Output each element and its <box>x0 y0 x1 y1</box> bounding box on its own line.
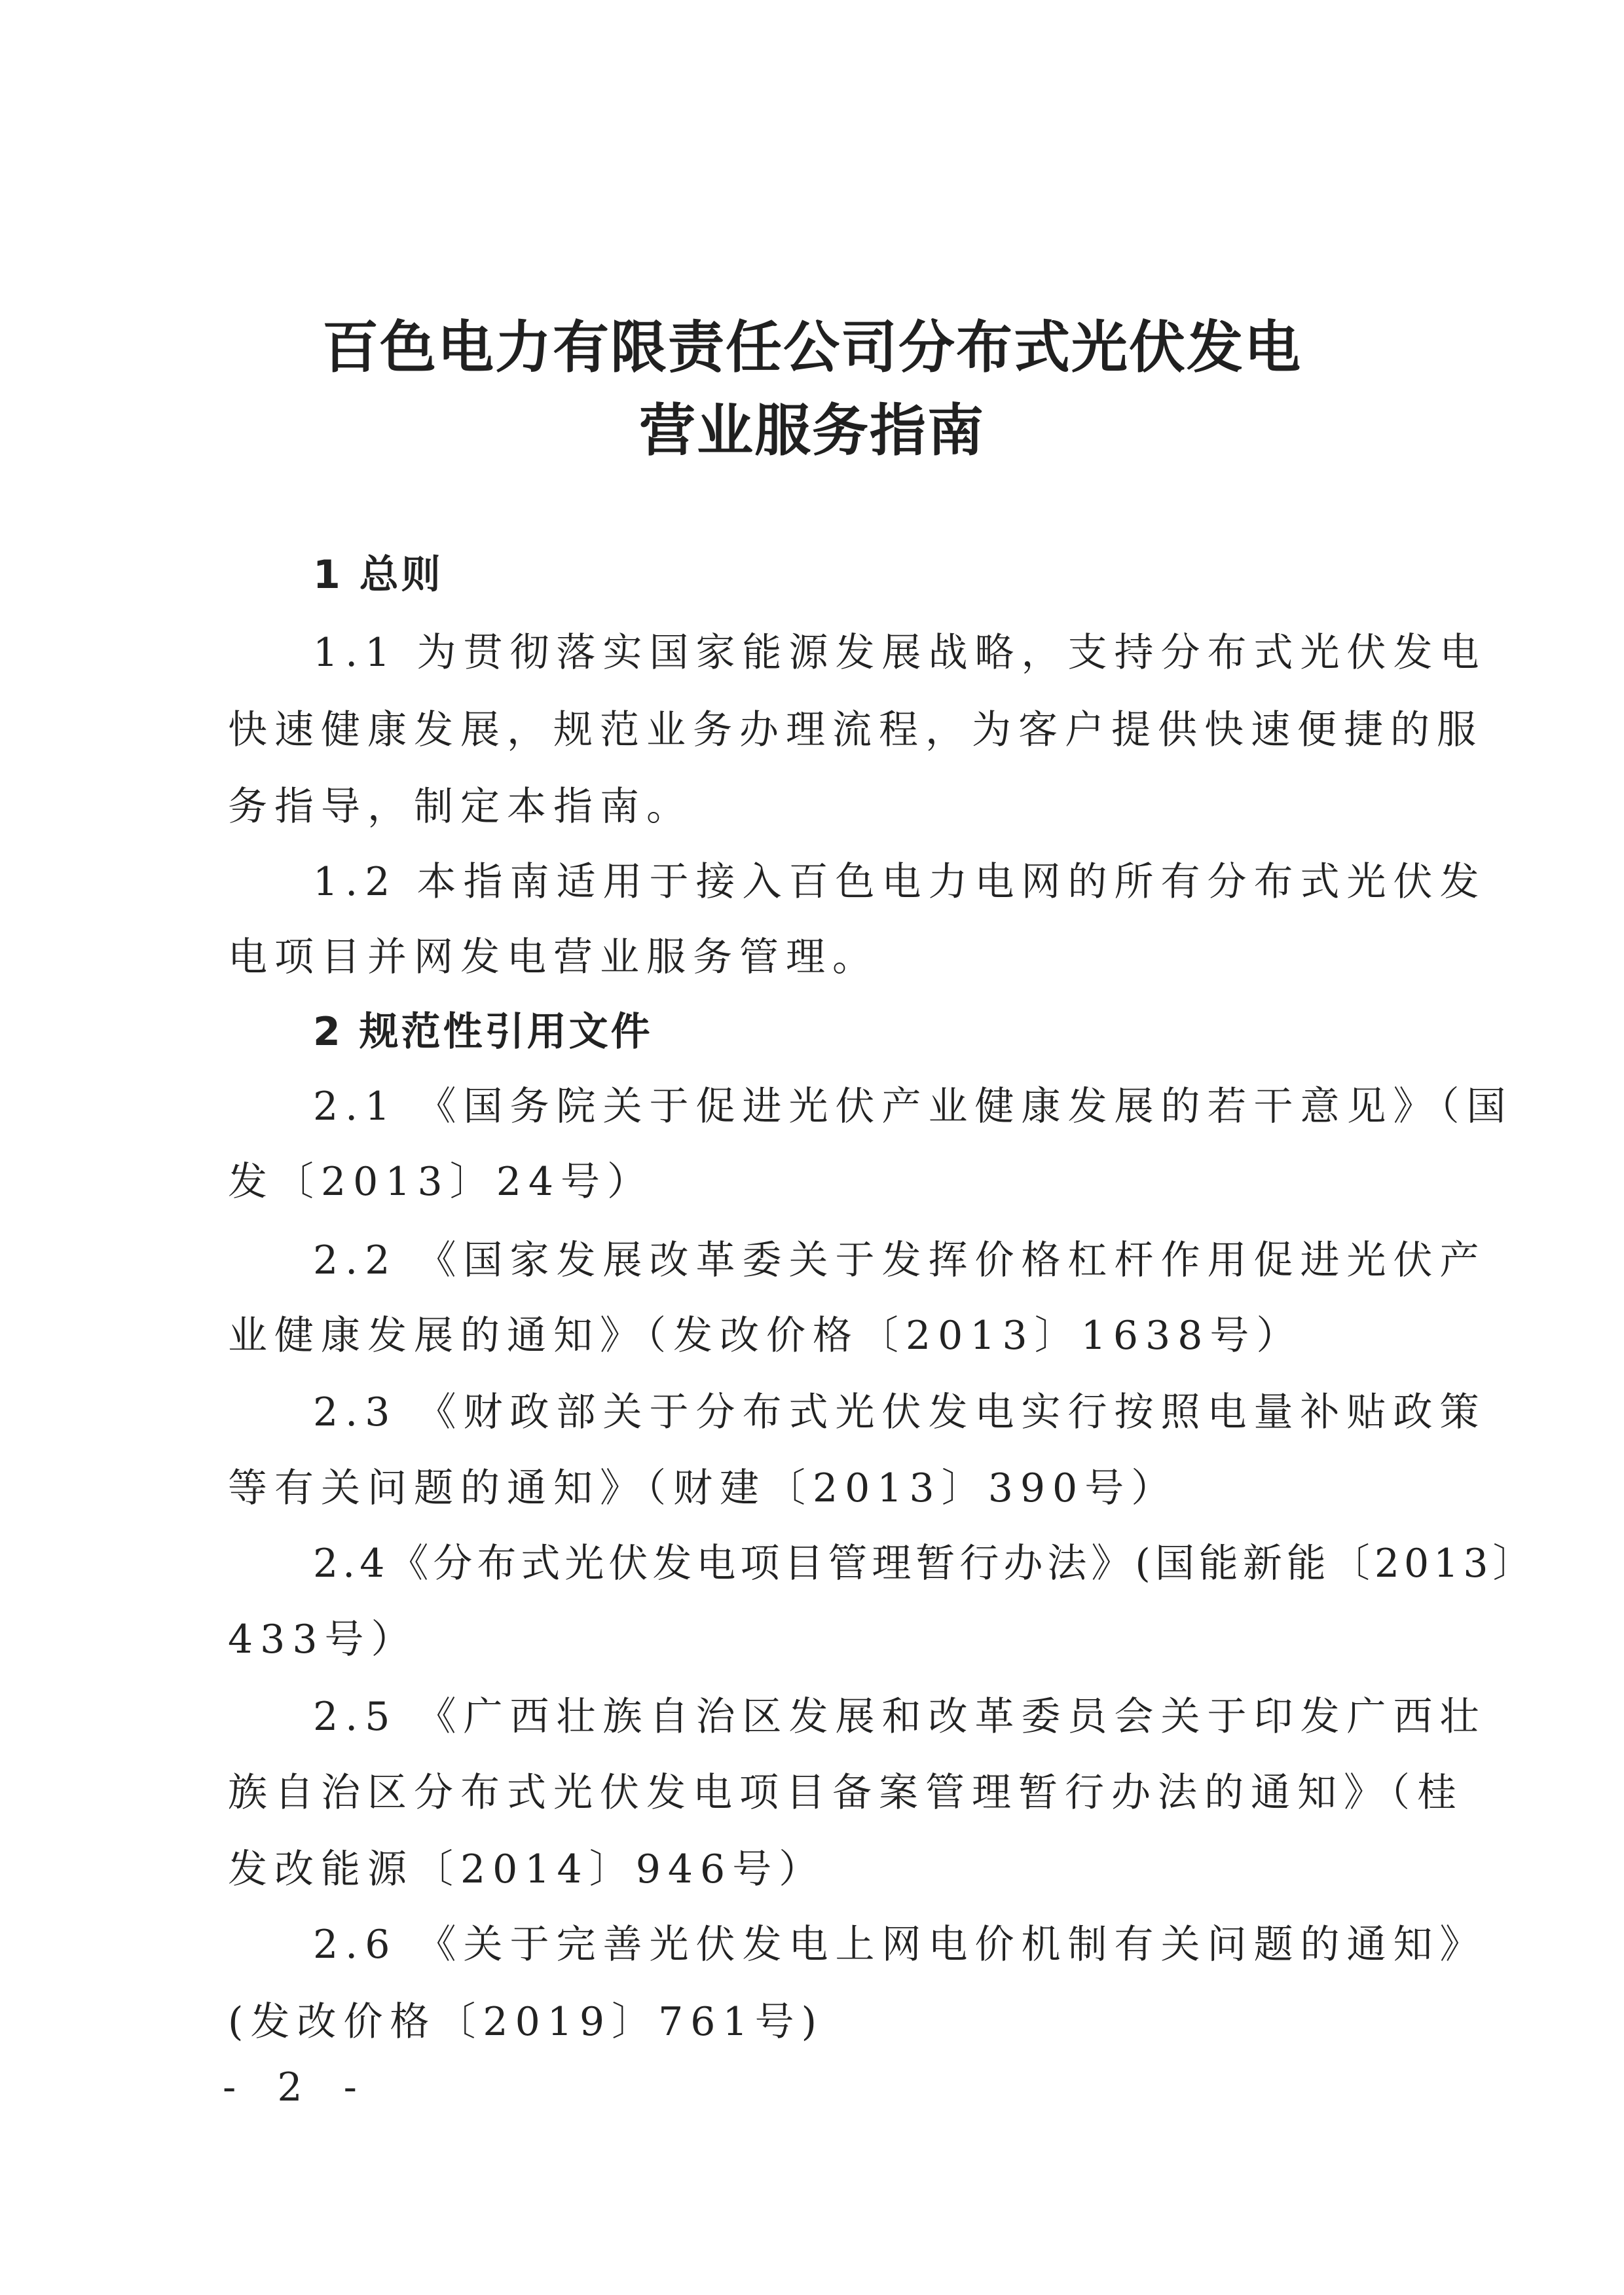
paragraph-1-2-line-2: 电项目并网发电营业服务管理。 <box>228 934 879 980</box>
reference-2-5-line-2: 族自治区分布式光伏发电项目备案管理暂行办法的通知》（桂 <box>228 1770 1464 1816</box>
reference-2-6-line-2: (发改价格〔2019〕761号) <box>228 1999 824 2045</box>
section-2-heading: 2 规范性引用文件 <box>313 1009 653 1055</box>
paragraph-1-1-line-1: 1.1 为贯彻落实国家能源发展战略，支持分布式光伏发电 <box>313 630 1486 676</box>
reference-2-1-line-1: 2.1 《国务院关于促进光伏产业健康发展的若干意见》（国 <box>313 1084 1513 1129</box>
reference-2-3-line-2: 等有关问题的通知》（财建〔2013〕390号） <box>228 1465 1178 1511</box>
paragraph-1-1-line-2: 快速健康发展，规范业务办理流程，为客户提供快速便捷的服 <box>228 707 1483 753</box>
paragraph-1-1-line-3: 务指导，制定本指南。 <box>228 784 693 830</box>
reference-2-1-line-2: 发〔2013〕24号） <box>228 1159 654 1205</box>
document-title-line-1: 百色电力有限责任公司分布式光伏发电 <box>322 314 1302 380</box>
reference-2-5-line-1: 2.5 《广西壮族自治区发展和改革委员会关于印发广西壮 <box>313 1694 1486 1740</box>
document-title-line-2: 营业服务指南 <box>639 397 985 464</box>
reference-2-4-line-2: 433号） <box>228 1617 418 1662</box>
page-number: - 2 - <box>223 2065 371 2110</box>
reference-2-6-line-1: 2.6 《关于完善光伏发电上网电价机制有关问题的通知》 <box>313 1922 1486 1968</box>
reference-2-5-line-3: 发改能源〔2014〕946号） <box>228 1846 826 1892</box>
paragraph-1-2-line-1: 1.2 本指南适用于接入百色电力电网的所有分布式光伏发 <box>313 859 1486 905</box>
reference-2-4-line-1: 2.4《分布式光伏发电项目管理暂行办法》(国能新能〔2013〕 <box>313 1541 1537 1587</box>
section-1-heading: 1 总则 <box>313 552 443 598</box>
reference-2-3-line-1: 2.3 《财政部关于分布式光伏发电实行按照电量补贴政策 <box>313 1389 1486 1435</box>
reference-2-2-line-2: 业健康发展的通知》（发改价格〔2013〕1638号） <box>228 1313 1303 1359</box>
reference-2-2-line-1: 2.2 《国家发展改革委关于发挥价格杠杆作用促进光伏产 <box>313 1238 1486 1283</box>
